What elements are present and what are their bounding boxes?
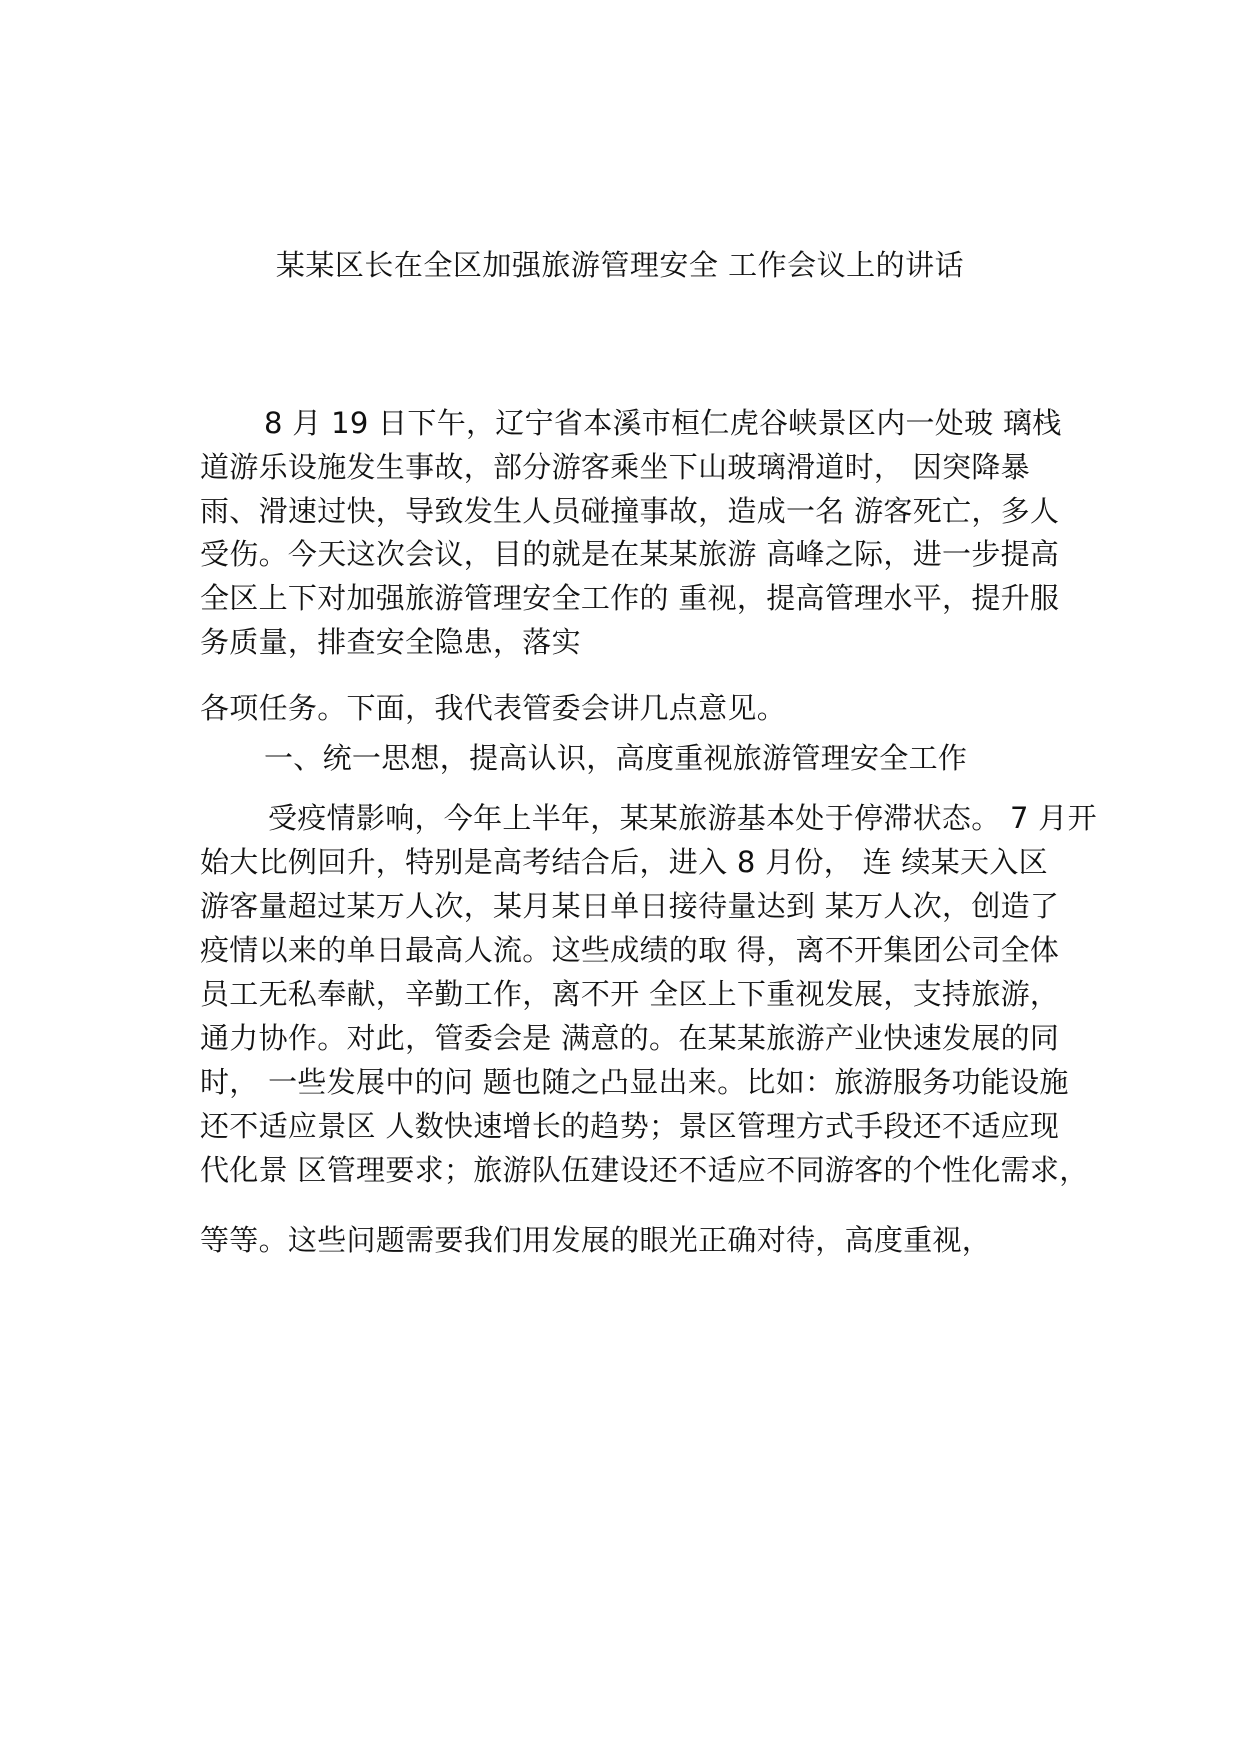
paragraph-line: 务质量，排查安全隐患，落实 (200, 625, 581, 659)
paragraph-line: 全区上下对加强旅游管理安全工作的 重视，提高管理水平，提升服 (200, 581, 1060, 615)
paragraph-line: 雨、滑速过快，导致发生人员碰撞事故，造成一名 游客死亡，多人 (200, 494, 1060, 528)
paragraph-line: 疫情以来的单日最高人流。这些成绩的取 得，离不开集团公司全体 (200, 933, 1060, 967)
paragraph-line: 各项任务。下面，我代表管委会讲几点意见。 (200, 691, 787, 725)
paragraph-line: 始大比例回升，特别是高考结合后，进入 8 月份， 连 续某天入区 (200, 845, 1048, 879)
paragraph-line: 代化景 区管理要求；旅游队伍建设还不适应不同游客的个性化需求， (200, 1153, 1089, 1187)
paragraph-line: 游客量超过某万人次，某月某日单日接待量达到 某万人次，创造了 (200, 889, 1060, 923)
paragraph-line: 受伤。今天这次会议，目的就是在某某旅游 高峰之际，进一步提高 (200, 537, 1060, 571)
paragraph-line: 受疫情影响，今年上半年，某某旅游基本处于停滞状态。 7 月开 (268, 801, 1097, 835)
document-title: 某某区长在全区加强旅游管理安全 工作会议上的讲话 (275, 248, 965, 282)
section-heading: 一、统一思想，提高认识，高度重视旅游管理安全工作 (264, 741, 968, 775)
paragraph-line: 8 月 19 日下午，辽宁省本溪市桓仁虎谷峡景区内一处玻 璃栈 (264, 406, 1062, 440)
paragraph-line: 等等。这些问题需要我们用发展的眼光正确对待，高度重视， (200, 1223, 992, 1257)
paragraph-line: 时， 一些发展中的问 题也随之凸显出来。比如：旅游服务功能设施 (200, 1065, 1069, 1099)
paragraph-line: 通力协作。对此，管委会是 满意的。在某某旅游产业快速发展的同 (200, 1021, 1060, 1055)
paragraph-line: 员工无私奉献，辛勤工作，离不开 全区上下重视发展，支持旅游， (200, 977, 1060, 1011)
paragraph-line: 还不适应景区 人数快速增长的趋势；景区管理方式手段还不适应现 (200, 1109, 1060, 1143)
paragraph-line: 道游乐设施发生事故，部分游客乘坐下山玻璃滑道时， 因突降暴 (200, 450, 1030, 484)
